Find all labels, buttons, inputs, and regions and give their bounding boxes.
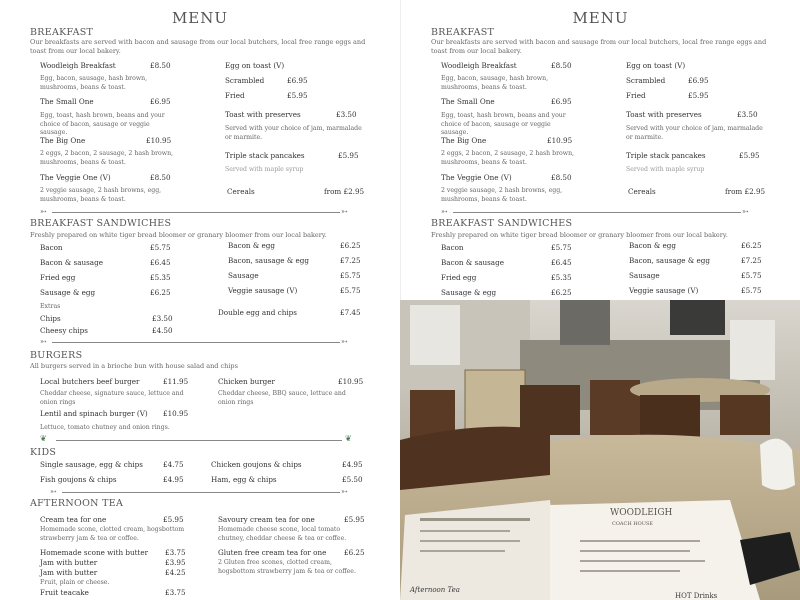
- scrambled-price: £6.95: [287, 76, 308, 85]
- sandwich-sausage-egg-price: £6.25: [551, 288, 572, 297]
- chicken-burger-name: Chicken burger: [218, 377, 275, 386]
- jam-butter-2-price: £4.25: [165, 568, 186, 577]
- savoury-tea-price: £5.95: [344, 515, 365, 524]
- cream-tea-price: £5.95: [163, 515, 184, 524]
- divider-line: [62, 492, 340, 493]
- big-one-price: £10.95: [547, 136, 573, 145]
- burgers-heading: BURGERS: [30, 350, 83, 361]
- chicken-burger-price: £10.95: [338, 377, 364, 386]
- toast-preserves-price: £3.50: [737, 110, 758, 119]
- egg-on-toast-name: Egg on toast (V): [626, 61, 686, 70]
- sandwich-veggie-sausage-name: Veggie sausage (V): [228, 286, 298, 295]
- woodleigh-breakfast-desc: Egg, bacon, sausage, hash brown, mushrooms, beans & toast.: [441, 75, 549, 91]
- small-one-name: The Small One: [441, 97, 495, 106]
- menu-title: MENU: [572, 9, 629, 27]
- pancakes-price: £5.95: [739, 151, 760, 160]
- card-right-heading: HOT Drinks: [675, 592, 718, 600]
- toast-preserves-desc: Served with your choice of jam, marmalade or marmite.: [225, 125, 362, 141]
- sandwich-bacon-price: £5.75: [551, 243, 572, 252]
- sandwich-sausage-egg-price: £6.25: [150, 288, 171, 297]
- sandwich-bacon-sausage-name: Bacon & sausage: [40, 258, 103, 267]
- big-one-name: The Big One: [441, 136, 487, 145]
- woodleigh-breakfast-name: Woodleigh Breakfast: [441, 61, 517, 70]
- lentil-burger-desc: Lettuce, tomato chutney and onion rings.: [40, 424, 170, 431]
- divider-arrow-left: ➳: [40, 207, 47, 216]
- veggie-one-desc: 2 veggie sausage, 2 hash browns, egg, mushrooms, beans & toast.: [441, 187, 563, 203]
- sandwich-bacon-egg-name: Bacon & egg: [228, 241, 275, 250]
- double-egg-chips-price: £7.45: [340, 308, 361, 317]
- menu-title: MENU: [171, 9, 229, 27]
- sandwiches-intro: Freshly prepared on white tiger bread bloomer or granary bloomer from our local bakery.: [431, 231, 728, 239]
- sandwich-bacon-sausage-name: Bacon & sausage: [441, 258, 504, 267]
- divider-arrow-right: ➳: [341, 207, 348, 216]
- menu-card-text: [420, 530, 510, 532]
- breakfast-intro: Our breakfasts are served with bacon and sausage from our local butchers, local free range eggs and toast from our local bakery.: [431, 38, 767, 55]
- toast-preserves-name: Toast with preserves: [626, 110, 702, 119]
- cream-tea-desc: Homemade scone, clotted cream, hogsbottom strawberry jam & tea or coffee.: [40, 526, 185, 542]
- veggie-one-desc: 2 veggie sausage, 2 hash browns, egg, mushrooms, beans & toast.: [40, 187, 162, 203]
- sandwich-bacon-sausage-price: £6.45: [551, 258, 572, 267]
- drinks-fridge: [560, 300, 610, 345]
- menu-board: [670, 300, 725, 335]
- cream-tea-name: Cream tea for one: [40, 515, 107, 524]
- chips-price: £3.50: [152, 314, 173, 323]
- sandwich-bacon-name: Bacon: [441, 243, 464, 252]
- jam-butter-2-name: Jam with butter: [40, 568, 98, 577]
- sandwich-veggie-sausage-price: £5.75: [340, 286, 361, 295]
- sandwich-bacon-sausage-egg-name: Bacon, sausage & egg: [629, 256, 710, 265]
- menu-page-cropped: [400, 0, 800, 300]
- egg-on-toast-name: Egg on toast (V): [225, 61, 285, 70]
- burgers-intro: All burgers served in a brioche bun with house salad and chips: [30, 362, 238, 370]
- gluten-free-tea-price: £6.25: [344, 548, 365, 557]
- chicken-burger-desc: Cheddar cheese, BBQ sauce, lettuce and onion rings: [218, 390, 346, 406]
- woodleigh-breakfast-price: £8.50: [551, 61, 572, 70]
- pancakes-desc: Served with maple syrup: [225, 166, 304, 173]
- divider-line: [56, 440, 342, 441]
- fruit-teacake-name: Fruit teacake: [40, 588, 89, 597]
- double-egg-chips-name: Double egg and chips: [218, 308, 297, 317]
- fruit-teacake-price: £3.75: [165, 588, 186, 597]
- sandwich-bacon-price: £5.75: [150, 243, 171, 252]
- beef-burger-desc: Cheddar cheese, signature sauce, lettuce and onion rings: [40, 390, 184, 406]
- sandwich-fried-egg-price: £5.35: [150, 273, 171, 282]
- menu-card-text: [420, 550, 505, 552]
- divider-line: [453, 212, 741, 213]
- poster: [730, 320, 775, 380]
- leaf-ornament-icon: ❦: [345, 434, 352, 443]
- scrambled-price: £6.95: [688, 76, 709, 85]
- breakfast-heading: BREAKFAST: [30, 27, 94, 38]
- divider-line: [52, 212, 340, 213]
- sandwich-sausage-name: Sausage: [228, 271, 259, 280]
- cafe-photo: [400, 300, 800, 600]
- sandwich-sausage-egg-name: Sausage & egg: [40, 288, 96, 297]
- sandwich-bacon-name: Bacon: [40, 243, 63, 252]
- sandwiches-heading: BREAKFAST SANDWICHES: [30, 218, 172, 229]
- sandwiches-heading: BREAKFAST SANDWICHES: [431, 218, 573, 229]
- fruit-note: Fruit, plain or cheese.: [40, 579, 110, 586]
- divider-arrow-left: ➳: [40, 337, 47, 346]
- kids-chicken-goujons-price: £4.95: [342, 460, 363, 469]
- woodleigh-breakfast-desc: Egg, bacon, sausage, hash brown, mushrooms, beans & toast.: [40, 75, 148, 91]
- card-brand-line2: COACH HOUSE: [612, 521, 654, 527]
- veggie-one-price: £8.50: [150, 173, 171, 182]
- afternoon-tea-heading: AFTERNOON TEA: [30, 498, 124, 509]
- divider-arrow-left: ➳: [50, 487, 57, 496]
- card-left-heading: Afternoon Tea: [410, 586, 460, 594]
- small-one-name: The Small One: [40, 97, 94, 106]
- gluten-free-tea-desc: 2 Gluten free scones, clotted cream, hogsbottom strawberry jam & tea or coffee.: [218, 559, 356, 575]
- gluten-free-tea-name: Gluten free cream tea for one: [218, 548, 327, 557]
- cereals-price: from £2.95: [324, 187, 365, 196]
- menu-card-text: [420, 540, 520, 542]
- woodleigh-breakfast-name: Woodleigh Breakfast: [40, 61, 116, 70]
- small-one-desc: Egg, toast, hash brown, beans and your choice of bacon, sausage or veggie sausage.: [40, 112, 165, 136]
- menu-card-text: [580, 540, 700, 542]
- toast-preserves-price: £3.50: [336, 110, 357, 119]
- fried-name: Fried: [225, 91, 245, 100]
- scrambled-name: Scrambled: [626, 76, 666, 85]
- fried-price: £5.95: [287, 91, 308, 100]
- big-one-desc: 2 eggs, 2 bacon, 2 sausage, 2 hash brown, mushrooms, beans & toast.: [40, 150, 174, 166]
- chair: [720, 395, 770, 435]
- sandwiches-intro: Freshly prepared on white tiger bread bloomer or granary bloomer from our local bakery.: [30, 231, 327, 239]
- card-brand-line1: WOODLEIGH: [610, 508, 673, 518]
- kids-heading: KIDS: [30, 447, 57, 458]
- cheesy-chips-name: Cheesy chips: [40, 326, 88, 335]
- toast-preserves-desc: Served with your choice of jam, marmalade or marmite.: [626, 125, 763, 141]
- veggie-one-name: The Veggie One (V): [441, 173, 512, 182]
- chair: [640, 395, 700, 440]
- sandwich-veggie-sausage-price: £5.75: [741, 286, 762, 295]
- breakfast-heading: BREAKFAST: [431, 27, 495, 38]
- beef-burger-name: Local butchers beef burger: [40, 377, 140, 386]
- kids-single-sausage-price: £4.75: [163, 460, 184, 469]
- cafe-scene: [400, 300, 800, 600]
- kids-ham-egg-price: £5.50: [342, 475, 363, 484]
- menu-card-text: [580, 560, 705, 562]
- toast-preserves-name: Toast with preserves: [225, 110, 301, 119]
- chair: [520, 385, 580, 435]
- lentil-burger-price: £10.95: [163, 409, 189, 418]
- fried-name: Fried: [626, 91, 646, 100]
- chips-name: Chips: [40, 314, 61, 323]
- menu-card-text: [420, 518, 530, 521]
- big-one-price: £10.95: [146, 136, 172, 145]
- sandwich-sausage-egg-name: Sausage & egg: [441, 288, 497, 297]
- menu-card-text: [580, 550, 690, 552]
- sandwich-fried-egg-name: Fried egg: [40, 273, 76, 282]
- savoury-tea-desc: Homemade cheese scone, local tomato chutney, cheddar cheese & tea or coffee.: [218, 526, 347, 542]
- kids-chicken-goujons-name: Chicken goujons & chips: [211, 460, 302, 469]
- lentil-burger-name: Lentil and spinach burger (V): [40, 409, 148, 418]
- savoury-tea-name: Savoury cream tea for one: [218, 515, 315, 524]
- veggie-one-price: £8.50: [551, 173, 572, 182]
- sandwich-bacon-egg-price: £6.25: [340, 241, 361, 250]
- sandwich-bacon-egg-price: £6.25: [741, 241, 762, 250]
- sandwich-bacon-sausage-egg-name: Bacon, sausage & egg: [228, 256, 309, 265]
- cheesy-chips-price: £4.50: [152, 326, 173, 335]
- sandwich-bacon-sausage-egg-price: £7.25: [741, 256, 762, 265]
- jam-butter-name: Jam with butter: [40, 558, 98, 567]
- menu-card-text: [580, 570, 680, 572]
- divider-arrow-left: ➳: [441, 207, 448, 216]
- extras-label: Extras: [40, 303, 61, 310]
- sandwich-fried-egg-price: £5.35: [551, 273, 572, 282]
- sandwich-sausage-name: Sausage: [629, 271, 660, 280]
- sandwich-veggie-sausage-name: Veggie sausage (V): [629, 286, 699, 295]
- pancakes-name: Triple stack pancakes: [225, 151, 305, 160]
- pancakes-price: £5.95: [338, 151, 359, 160]
- cereals-price: from £2.95: [725, 187, 766, 196]
- kids-fish-goujons-price: £4.95: [163, 475, 184, 484]
- fried-price: £5.95: [688, 91, 709, 100]
- breakfast-intro: Our breakfasts are served with bacon and sausage from our local butchers, local free range eggs and toast from our local bakery.: [30, 38, 366, 55]
- small-one-price: £6.95: [551, 97, 572, 106]
- kids-fish-goujons-name: Fish goujons & chips: [40, 475, 117, 484]
- cereals-name: Cereals: [227, 187, 255, 196]
- divider-line: [52, 342, 340, 343]
- sandwich-bacon-egg-name: Bacon & egg: [629, 241, 676, 250]
- beef-burger-price: £11.95: [163, 377, 189, 386]
- scone-butter-price: £3.75: [165, 548, 186, 557]
- divider-arrow-right: ➳: [742, 207, 749, 216]
- scone-butter-name: Homemade scone with butter: [40, 548, 149, 557]
- woodleigh-breakfast-price: £8.50: [150, 61, 171, 70]
- small-one-price: £6.95: [150, 97, 171, 106]
- big-one-desc: 2 eggs, 2 bacon, 2 sausage, 2 hash brown, mushrooms, beans & toast.: [441, 150, 575, 166]
- small-one-desc: Egg, toast, hash brown, beans and your choice of bacon, sausage or veggie sausage.: [441, 112, 566, 136]
- scrambled-name: Scrambled: [225, 76, 265, 85]
- divider-arrow-right: ➳: [341, 337, 348, 346]
- display-cabinet: [465, 370, 525, 430]
- big-one-name: The Big One: [40, 136, 86, 145]
- leaf-ornament-icon: ❦: [40, 434, 47, 443]
- jam-butter-price: £3.95: [165, 558, 186, 567]
- kids-ham-egg-name: Ham, egg & chips: [211, 475, 277, 484]
- sandwich-fried-egg-name: Fried egg: [441, 273, 477, 282]
- sandwich-sausage-price: £5.75: [340, 271, 361, 280]
- veggie-one-name: The Veggie One (V): [40, 173, 111, 182]
- sandwich-bacon-sausage-egg-price: £7.25: [340, 256, 361, 265]
- cereals-name: Cereals: [628, 187, 656, 196]
- window-light: [410, 305, 460, 365]
- pancakes-name: Triple stack pancakes: [626, 151, 706, 160]
- sandwich-sausage-price: £5.75: [741, 271, 762, 280]
- sandwich-bacon-sausage-price: £6.45: [150, 258, 171, 267]
- divider-arrow-right: ➳: [341, 487, 348, 496]
- pancakes-desc: Served with maple syrup: [626, 166, 705, 173]
- kids-single-sausage-name: Single sausage, egg & chips: [40, 460, 143, 469]
